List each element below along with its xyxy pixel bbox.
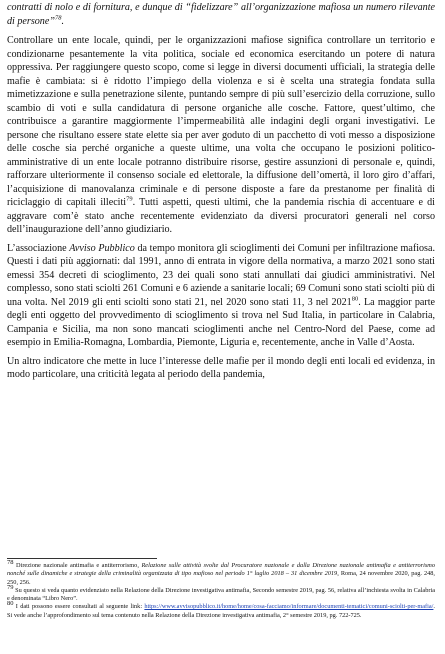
footnotes	[7, 558, 435, 620]
footnote-ref-78[interactable]: 78	[54, 14, 62, 22]
footnote-78: $^{78}$ Direzione nazionale antimafia e antiterrorismo, Relazione sulle attività svolte dal Procuratore nazionale e dalla Direzione nazionale antimafia e antiterrorismo nonché sulle dinamiche e strategie della criminalità organizzata di tipo mafioso nel periodo 1° luglio 2018 – 31 dicembre 2019, Roma, 24 novembre 2020, pag. 248, 250, 256.	[7, 558, 435, 586]
avviso-pubblico-link[interactable]: https://www.avvisopubblico.it/home/home/cosa-facciamo/informare/documenti-tematici/comuni-sciolti-per-mafia/	[144, 603, 434, 611]
paragraph-local-control: Controllare un ente locale, quindi, per le organizzazioni mafiose significa controllare un territorio e condizionarne pesantemente la vita politica, sociale ed economica esercitando un potere di natura oppressiva. Per raggiungere questo scopo, come si legge in diversi documenti ufficiali, la strategia delle mafie è cambiata: si è ridotto l’impiego della violenza e si è scelta una strategia fondata sulla mimetizzazione e sulla penetrazione silente, puntando sempre di più sull’esercizio della corruzione, sullo scambio di voti e sulla candidatura di persone organiche alle cosche. Fattore, quest’ultimo, che contribuisce a garantire maggiormente l’impermeabilità alle indagini degli organi investigativi. Le persone che risultano essere state elette sia per aver goduto di un pacchetto di voti messo a disposizione delle cosche sia perché organiche a queste ultime, una volta che occupano le posizioni politico-amministrative di un ente locale potranno distribuire risorse, gestire assunzioni di personale e, quindi, rafforzare ulteriormente il consenso sociale ed elettorale, la diffusione dell’omertà, il loro giro d’affari, l’acquisizione di manovalanza criminale e di persone disposte a fare da prestanome per finalità di riciclaggio di capitali illeciti$^{79}$. Tutti aspetti, questi ultimi, che la pandemia rischia di accentuare e di aggravare com’è stato anche recentemente evidenziato da diversi procuratori generali nel corso dell’inaugurazione dell’anno giudiziario.	[7, 35, 435, 235]
paragraph-avviso-pubblico: L’associazione Avviso Pubblico da tempo monitora gli scioglimenti dei Comuni per infiltrazione mafiosa. Questi i dati più aggiornati: dal 1991, anno di entrata in vigore della normativa, a marzo 2021 sono stati emessi 354 decreti di scioglimento, 23 dei quali sono stati annullati dai giudici amministrativi. Nel complesso, sono stati sciolti 261 Comuni e 6 aziende a sanitarie locali; 69 Comuni sono stati sciolti più di una volta. Nel 2019 gli enti sciolti sono stati 21, nel 2020 sono stati 11, 3 nel 2021$^{80}$. La maggior parte degli enti oggetto del provvedimento di scioglimento si trova nel Sud Italia, in particolare in Calabria, Campania e Sicilia, ma non sono mancati scioglimenti anche nel Centro-Nord del Paese, come ad esempio in Emilia-Romagna, Lombardia, Piemonte, Liguria e, recentemente, anche in Valle d’Aosta.	[7, 242, 435, 348]
footnote-80: $^{80}$ I dati possono essere consultati al seguente link: https://www.avvisopubblico.it/home/home/cosa-facciamo/informare/documenti-tematici/comuni-sciolti-per-mafia/. Si vede anche l’approfondimento sul tema contenuto nella Relazione della Direzione investigativa antimafia, 2° semestre 2019, pg. 722-725.	[7, 600, 435, 619]
footnote-79: $^{79}$ Su questo si veda quanto evidenziato nella Relazione della Direzione investigativa antimafia, Secondo semestre 2019, pag. 56, relativa all’inchiesta svolta in Calabria e denominata “Libro Nero”.	[7, 583, 435, 603]
quote-continuation: contratti di nolo e di fornitura, e dunque di “fidelizzare” all’organizzazione mafiosa un numero rilevante di persone”$^{78}$.	[7, 2, 435, 27]
footnote-ref-79[interactable]: 79	[126, 195, 133, 203]
footnote-ref-80[interactable]: 80	[351, 295, 359, 303]
organization-name: Avviso Pubblico	[69, 242, 135, 254]
footnote-separator	[7, 558, 157, 559]
paragraph-other-indicator: Un altro indicatore che mette in luce l’interesse delle mafie per il mondo degli enti locali ed evidenza, in modo particolare, una criticità legata al periodo della pandemia,	[7, 355, 435, 380]
